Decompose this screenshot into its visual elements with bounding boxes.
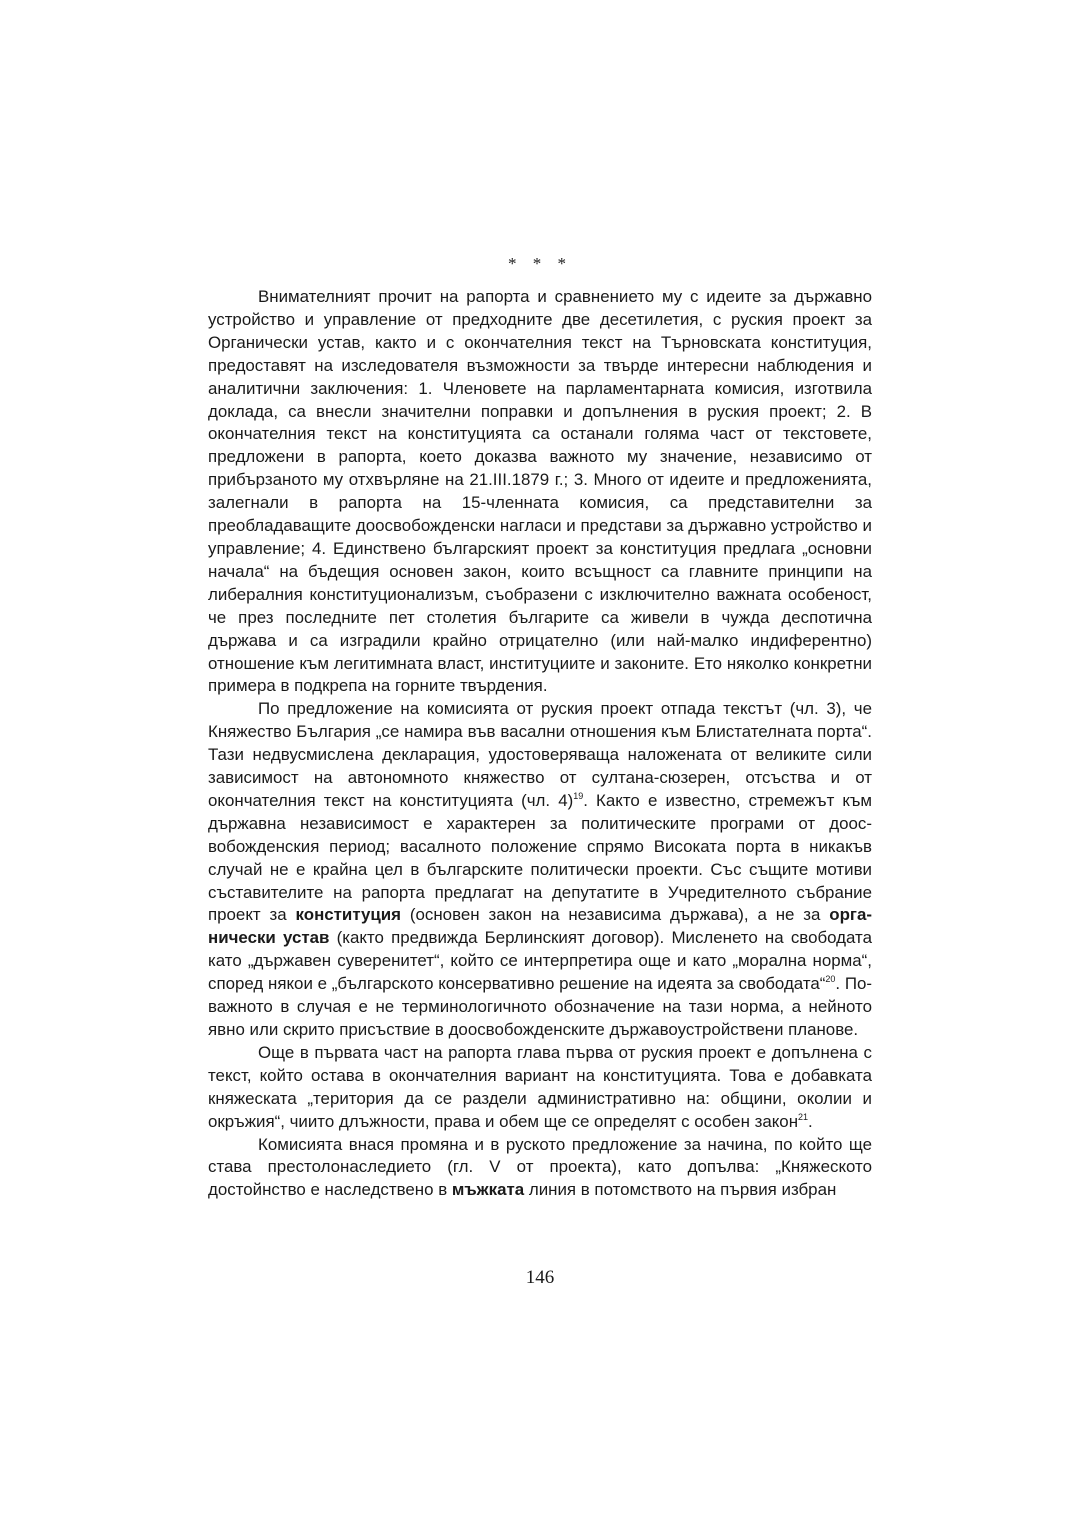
page-number: 146 [525,1267,555,1288]
paragraph-2-text-e: . По-важното в случая е не терминологичното обозначение на тази норма, а нейното явно или скрито присъствие в доосвобожденските държавоустройствени планове. [208,974,872,1039]
paragraph-3-text-b: . [808,1111,813,1131]
body-text [208,286,872,1202]
paragraph-2-text-a: По предложение на комисията от руския проект отпада текстът (чл. 3), че Княжество България „се намира във васални отношения към Блистателната порта“. Тази недвусмислена декларация, удостоверяваща наложената от великите сили зависимост на автономното княжество от султана-сюзерен, отсъства и от окончателния текст на конституцията (чл. 4) [208,699,872,810]
paragraph-2 [208,698,872,1042]
paragraph-4-text-a: Комисията внася промяна и в руското предложение за начина, по който ще става престолонаследието (гл. V от проекта), като допълва: „Княжеското достойнство е наследствено в [208,1134,872,1200]
footnote-ref-21[interactable]: 21 [798,1111,809,1122]
page-content [208,250,872,1202]
bold-term-constitution: конституция [295,905,402,925]
paragraph-2-text-c: (основен закон на независима държава), а не за [401,905,830,925]
footnote-ref-20[interactable]: 20 [825,974,836,985]
paragraph-2-text-d: (както предвижда Берлинският договор). Мисленето на свободата като „държавен суверенитет“, който се интерпретира още и като „морална норма“, според някои е „българското консервативно решение на идеята за свободата“ [208,928,872,994]
paragraph-4-text-b: линия в потомството на първия избран [524,1180,837,1200]
paragraph-3 [208,1042,872,1134]
paragraph-2-text-b: . Както е известно, стремежът към държавна независимост е характерен за политическите програми от доосвобожденския период; васалното положение спрямо Високата порта в никакъв случай не е крайна цел в българските политически проекти. Със същите мотиви съставителите на рапорта предлагат на депутатите в Учредителното събрание проект за [208,790,872,925]
paragraph-1 [208,286,872,698]
section-separator: * * * [508,254,572,273]
paragraph-3-text-a: Още в първата част на рапорта глава първа от руския проект е допълнена с текст, който остава в окончателния вариант на конституцията. Това е добавката княжеската „територия да се раздели административно на: общини, околии и окръжия“, чиито длъжности, права и обем ще се определят с особен закон [208,1042,872,1131]
paragraph-1-text: Внимателният прочит на рапорта и сравнението му с идеите за държавно устройство и управление от предходните две десетилетия, с руския проект за Органически устав, както и с окончателния текст на Търновската конституция, предоставят на изследователя възможности за твърде интересни наблюдения и аналитични заключения: 1. Членовете на парламентарната комисия, изготвила доклада, са внесли значителни поправки и допълнения в руския проект; 2. В окончателния текст на конституцията са останали голяма част от текстовете, предложени в рапорта, което доказва важното му значение, независимо от прибързаното му отхвърляне на 21.III.1879 г.; 3. Много от идеите и предложенията, залегнали в рапорта на 15-членната комисия, са представителни за преобладаващите доосвобожденски нагласи и представи за държавно устройство и управление; 4. Единствено българският проект за конституция предлага „основни начала“ на бъдещия основен закон, които всъщност са главните принципи на либералния конституционализъм, съобразени с изключително важната особеност, че през последните пет столетия българите са живели в чужда деспотична държава и са изградили крайно отрицателно (или най-малко индиферентно) отношение към легитимната власт, институциите и законите. Ето няколко конкретни примера в подкрепа на горните твърдения. [208,287,872,696]
footnote-ref-19[interactable]: 19 [573,790,584,801]
paragraph-4 [208,1134,872,1203]
bold-term-organic-statute: органически устав [208,905,872,948]
bold-term-male: мъжката [451,1180,525,1200]
